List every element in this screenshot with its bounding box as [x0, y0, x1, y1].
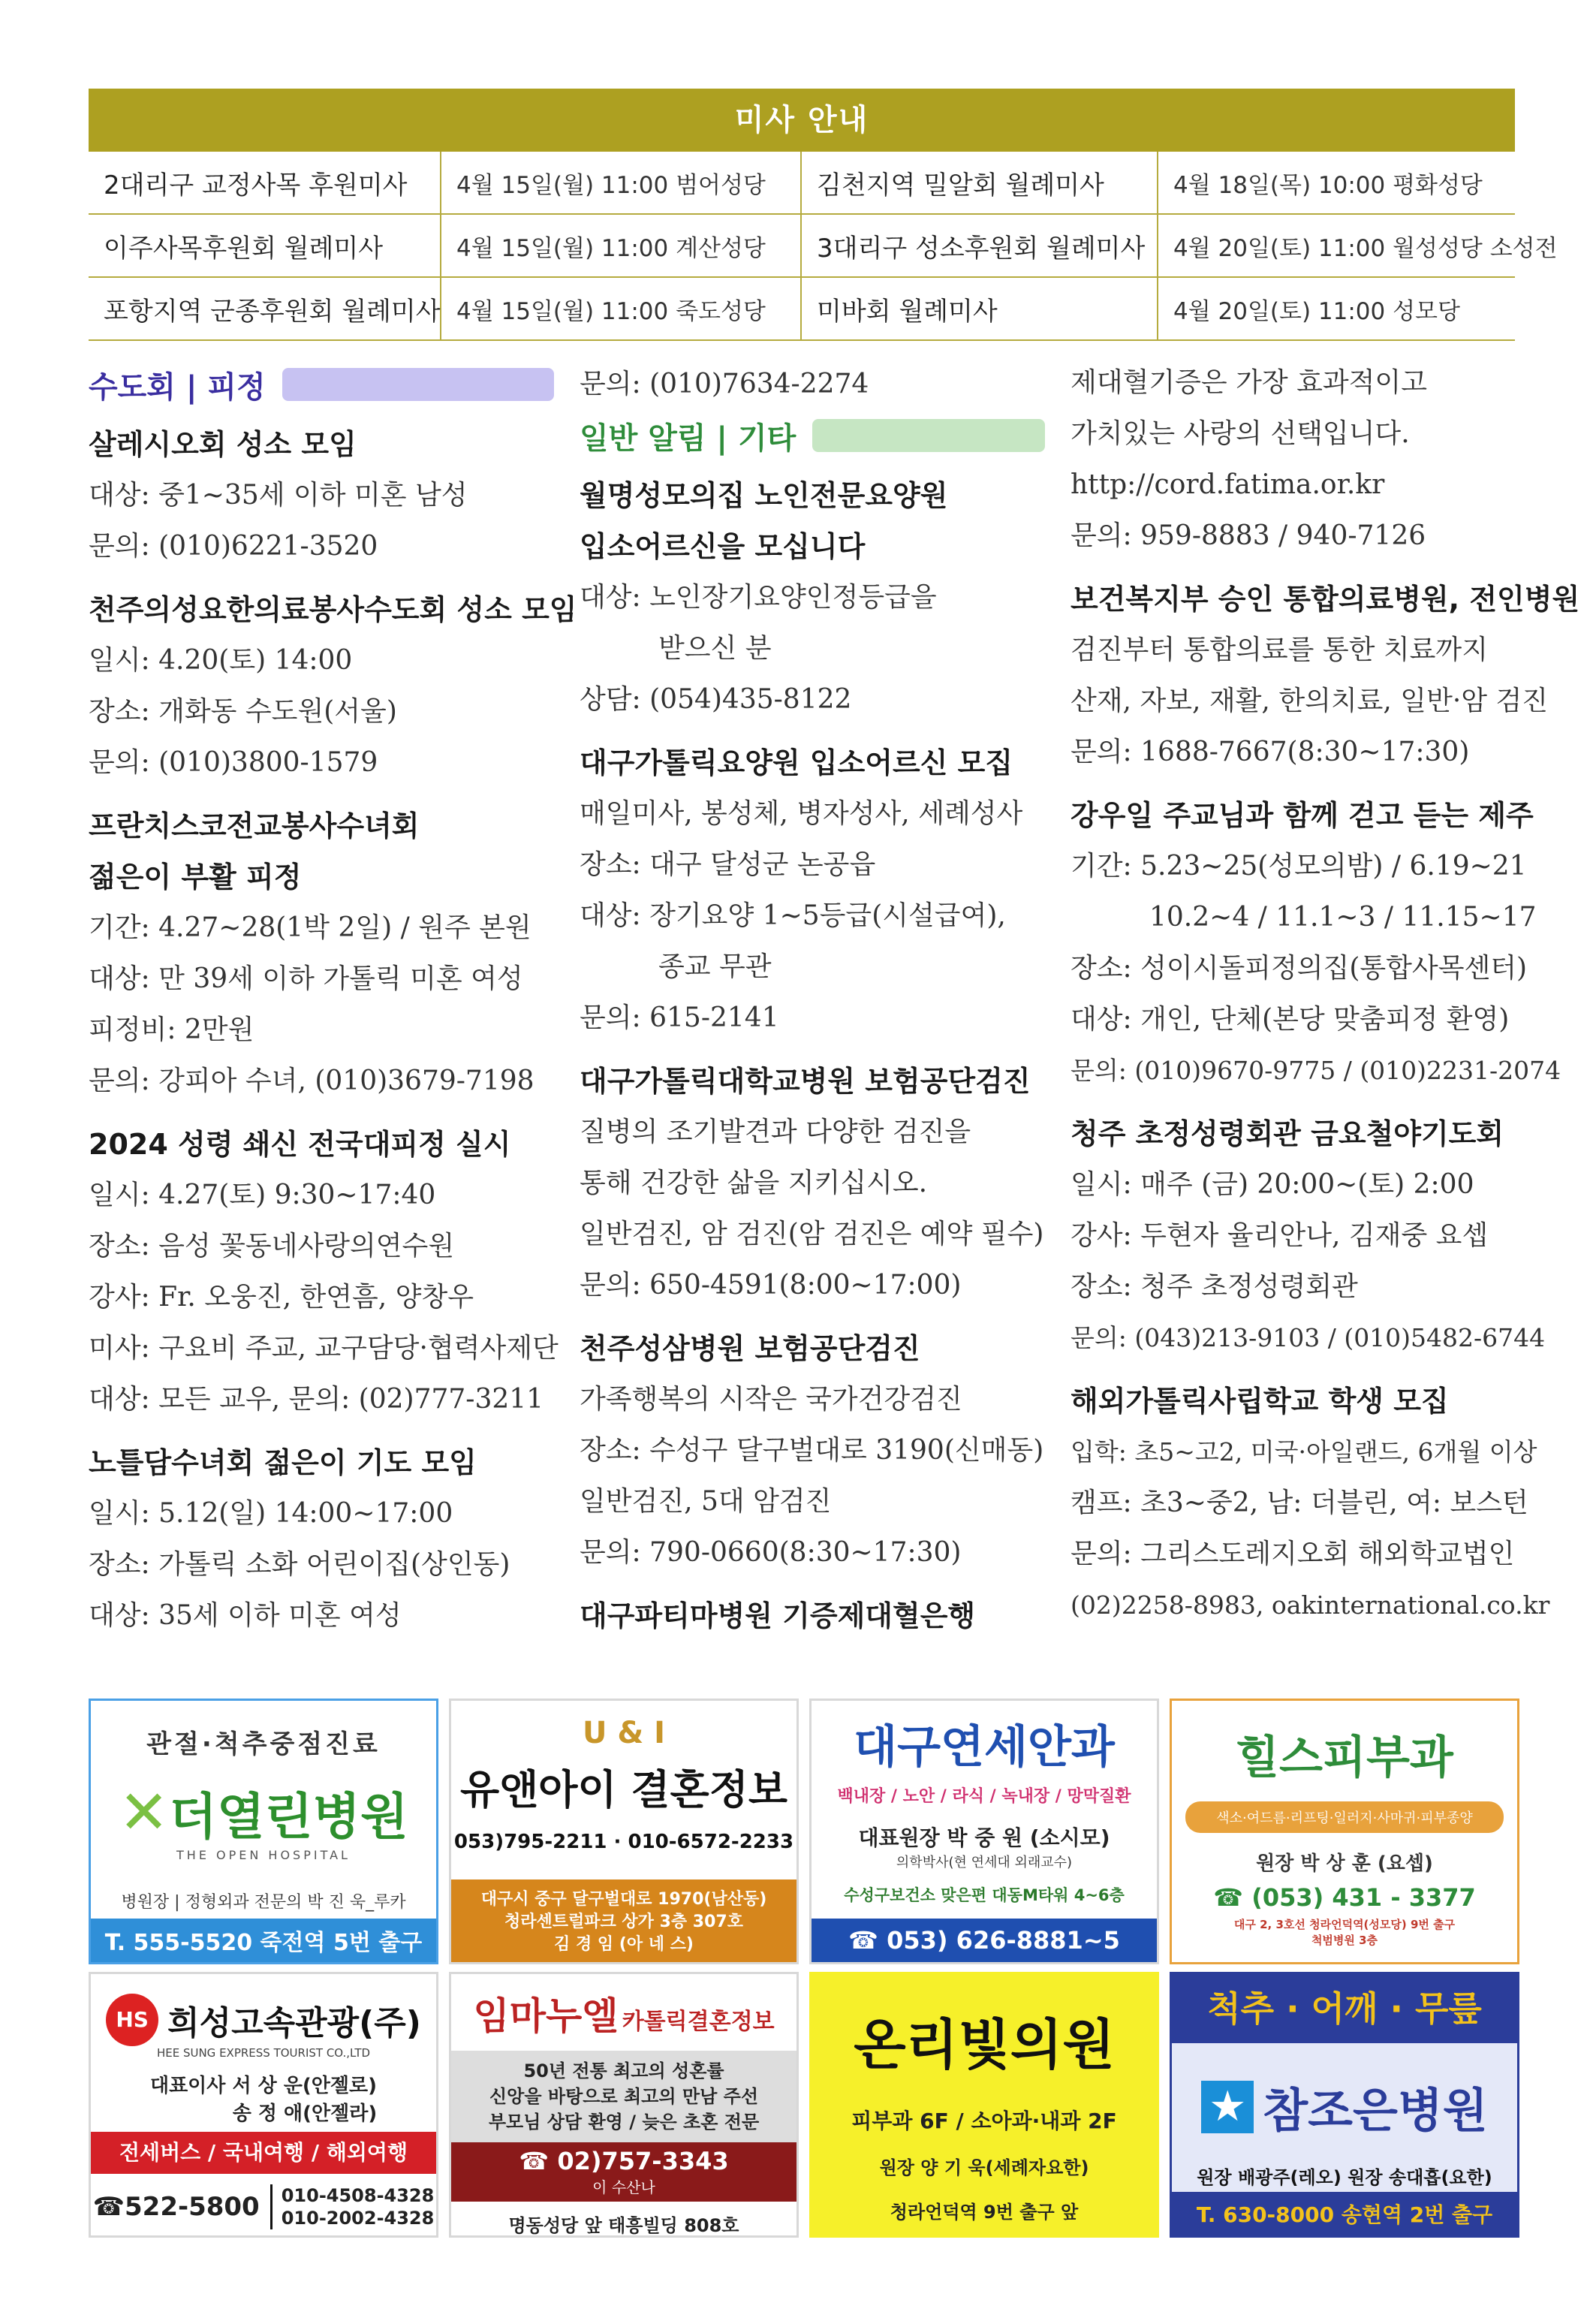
- notice-line: 문의: (010)3800-1579: [89, 747, 378, 778]
- notice-line: 기간: 5.23~25(성모의밤) / 6.19~21: [1071, 851, 1527, 882]
- notice-line: 미사: 구요비 주교, 교구담당·협력사제단: [89, 1333, 559, 1364]
- ad-immanuel-marriage[interactable]: [449, 1972, 799, 2238]
- ad-phone: 053)795-2211 · 010-6572-2233: [453, 1831, 794, 1853]
- notice-line: 통해 건강한 삶을 지키십시오.: [580, 1168, 928, 1198]
- notice-item: [89, 800, 554, 1107]
- notice-title: 청주 초정성령회관 금요철야기도회: [1071, 1117, 1504, 1150]
- notice-line: 문의: 그리스도레지오회 해외학교법인: [1071, 1539, 1515, 1569]
- ad-row: [89, 1699, 1519, 1964]
- notice-title: 보건복지부 승인 통합의료병원, 전인병원: [1071, 583, 1580, 616]
- notice-title: 월명성모의집 노인전문요양원: [580, 479, 948, 512]
- notice-item: [1071, 574, 1580, 778]
- ad-company-sub: 카톨릭결혼정보: [622, 2009, 775, 2035]
- ad-address: 청라센트럴파크 상가 3층 307호: [504, 1913, 743, 1931]
- ad-contact-bar: T. 630-8000 송현역 2번 출구: [1172, 2192, 1517, 2235]
- notice-line: 문의: (010)6221-3520: [89, 531, 378, 562]
- notice-line: 문의: 959-8883 / 940-7126: [1071, 520, 1426, 551]
- ad-company-name: 임마누엘: [473, 1994, 619, 2038]
- ad-address: 청라언덕역 9번 출구 앞: [890, 2202, 1079, 2223]
- notice-item: [580, 470, 1045, 725]
- table-cell: 4월 18일(목) 10:00 평화성당: [1173, 171, 1483, 199]
- ad-doctor: 대표원장 박 중 원 (소시모): [858, 1825, 1110, 1850]
- ad-ceo: 송 정 애(안젤라): [232, 2103, 378, 2125]
- ad-doctor: 병원장 | 정형외과 전문의 박 진 욱_루카: [121, 1893, 406, 1912]
- notice-line: 기간: 4.27~28(1박 2일) / 원주 본원: [89, 912, 531, 943]
- notice-line: 대상: 노인장기요양인정등급을: [580, 582, 937, 613]
- ad-chamjoeun-hospital[interactable]: [1170, 1972, 1519, 2238]
- notice-line: 피정비: 2만원: [89, 1014, 254, 1045]
- notice-item: [89, 1119, 559, 1425]
- notice-line: 문의: 1688-7667(8:30~17:30): [1071, 737, 1470, 767]
- notice-line: 강사: 두현자 율리안나, 김재중 요셉: [1071, 1220, 1489, 1251]
- ad-hospital-name: 참조은병원: [1263, 2083, 1488, 2138]
- column-general-notices: [580, 360, 1045, 1641]
- ad-text-line: 신앙을 바탕으로 최고의 만남 주선: [489, 2086, 758, 2107]
- notice-line: 장소: 가톨릭 소화 어린이집(상인동): [89, 1549, 510, 1580]
- table-cell: 포항지역 군종후원회 월례미사: [89, 278, 441, 339]
- table-row: [89, 215, 1558, 278]
- ad-hospital-name: 더열린병원: [169, 1788, 408, 1846]
- notice-title: 프란치스코전교봉사수녀회: [89, 809, 420, 843]
- ad-mobile: 010-4508-4328: [281, 2185, 435, 2206]
- notice-link[interactable]: http://cord.fatima.or.kr: [1071, 469, 1385, 500]
- ad-onlybit-clinic[interactable]: [809, 1972, 1159, 2238]
- table-cell: 4월 15일(월) 11:00 계산성당: [441, 215, 802, 276]
- notice-item: [1071, 357, 1521, 562]
- notice-item: [89, 584, 577, 788]
- ad-uandi-marriage[interactable]: [449, 1699, 799, 1964]
- table-cell: 4월 20일(토) 11:00 성모당: [1173, 297, 1460, 325]
- notice-line: 대상: 장기요양 1~5등급(시설급여),: [580, 900, 1006, 931]
- ad-doctor-title: 의학박사(현 연세대 외래교수): [896, 1855, 1073, 1870]
- notice-line: 대상: 중1~35세 이하 미혼 남성: [89, 480, 468, 511]
- notice-line: 종교 무관: [658, 951, 772, 982]
- mass-table-title: 미사 안내: [89, 89, 1515, 152]
- ad-heesung-tour[interactable]: [89, 1972, 438, 2238]
- notice-line: 문의: 615-2141: [580, 1002, 779, 1033]
- star-logo-icon: ★: [1201, 2081, 1254, 2133]
- ad-phone: ☎ 02)757-3343: [519, 2147, 729, 2175]
- ad-doctor: 원장 박 상 훈 (요셉): [1256, 1852, 1433, 1875]
- notice-line: 장소: 개화동 수도원(서울): [89, 696, 397, 727]
- mass-table: [89, 89, 1558, 341]
- ad-yonsei-eye[interactable]: [809, 1699, 1159, 1964]
- section-bar: [282, 368, 554, 401]
- notice-line: 가족행복의 시작은 국가건강검진: [580, 1384, 962, 1415]
- ad-clinic-name: 대구연세안과: [854, 1721, 1115, 1774]
- notice-title: 살레시오회 성소 모임: [89, 428, 357, 461]
- table-row: [89, 152, 1515, 215]
- notice-line: 검진부터 통합의료를 통한 치료까지: [1071, 635, 1488, 665]
- table-cell: 4월 20일(토) 11:00 월성성당 소성전: [1173, 234, 1558, 262]
- ad-hills-dermatology[interactable]: [1170, 1699, 1519, 1964]
- notice-line: 강사: Fr. 오웅진, 한연흠, 양창우: [89, 1282, 474, 1313]
- hs-logo-icon: HS: [106, 1994, 158, 2046]
- ad-tagline: 관절·척추중점진료: [146, 1729, 381, 1759]
- table-cell: 4월 15일(월) 11:00 죽도성당: [441, 278, 802, 339]
- ad-ceo: 대표이사 서 상 운(안젤로): [149, 2075, 378, 2097]
- notice-line: 입학: 초5~고2, 미국·아일랜드, 6개월 이상: [1071, 1437, 1537, 1466]
- notice-line: 문의: 강피아 수녀, (010)3679-7198: [89, 1066, 535, 1096]
- notice-title: 젊은이 부활 피정: [89, 861, 302, 894]
- notice-line: 문의: 790-0660(8:30~17:30): [580, 1537, 962, 1568]
- notice-line: 문의: 650-4591(8:00~17:00): [580, 1270, 962, 1301]
- ad-subtitle: HEE SUNG EXPRESS TOURIST CO.,LTD: [156, 2046, 371, 2060]
- notice-line: 대상: 만 39세 이하 가톨릭 미혼 여성: [89, 963, 523, 994]
- notice-line: 문의: (010)7634-2274: [580, 369, 869, 399]
- table-cell: 미바회 월례미사: [802, 278, 1158, 339]
- notice-line: 대상: 모든 교우, 문의: (02)777-3211: [89, 1384, 544, 1415]
- notice-line: 일반검진, 5대 암검진: [580, 1486, 832, 1517]
- notice-item: [1071, 790, 1561, 1096]
- notice-line: 일반검진, 암 검진(암 검진은 예약 필수): [580, 1219, 1044, 1249]
- notice-line: 일시: 4.20(토) 14:00: [89, 645, 353, 676]
- notice-line: 받으신 분: [658, 633, 772, 664]
- notice-item: [89, 1437, 554, 1641]
- notice-line: 대상: 35세 이하 미혼 여성: [89, 1600, 402, 1631]
- notice-line: 캠프: 초3~중2, 남: 더블린, 여: 보스턴: [1071, 1488, 1528, 1518]
- ad-clinic-name: 온리빛의원: [854, 2013, 1115, 2076]
- notice-title: 대구가톨릭요양원 입소어르신 모집: [580, 746, 1013, 779]
- table-cell: 김천지역 밀알회 월례미사: [802, 152, 1158, 213]
- notice-title: 천주성삼병원 보험공단검진: [580, 1332, 920, 1365]
- ad-phone: ☎522-5800: [92, 2192, 260, 2222]
- ad-services-bar: 전세버스 / 국내여행 / 해외여행: [91, 2132, 436, 2174]
- notice-title: 천주의성요한의료봉사수도회 성소 모임: [89, 593, 577, 626]
- notice-line: 가치있는 사랑의 선택입니다.: [1071, 418, 1410, 449]
- notice-item: [580, 737, 1045, 1044]
- notice-line: 질병의 조기발견과 다양한 검진을: [580, 1117, 971, 1147]
- notice-line: 장소: 청주 초정성령회관: [1071, 1271, 1358, 1302]
- notice-line: 10.2~4 / 11.1~3 / 11.15~17: [1149, 902, 1537, 933]
- notice-line: (02)2258-8983, oakinternational.co.kr: [1071, 1590, 1550, 1620]
- ad-address: 대구 2, 3호선 청라언덕역(성모당) 9번 출구: [1233, 1918, 1456, 1931]
- ad-phone: ☎ (053) 431 - 3377: [1213, 1883, 1476, 1912]
- notice-line: 장소: 성이시돌피정의집(통합사목센터): [1071, 953, 1528, 984]
- notice-line: 산재, 자보, 재활, 한의치료, 일반·암 검진: [1071, 686, 1549, 716]
- section-header: [89, 360, 554, 408]
- table-cell: 3대리구 성소후원회 월례미사: [802, 215, 1158, 276]
- notice-title: 2024 성령 쇄신 전국대피정 실시: [89, 1128, 511, 1161]
- ad-contact-person: 김 경 임 (아 네 스): [554, 1935, 694, 1954]
- notice-item: [1071, 1108, 1546, 1364]
- notice-line: 문의: (010)9670-9775 / (010)2231-2074: [1071, 1056, 1561, 1085]
- ad-tagline: 척추 · 어깨 · 무릎: [1172, 1974, 1517, 2043]
- ad-subtitle: THE OPEN HOSPITAL: [176, 1848, 351, 1862]
- notice-line: 매일미사, 봉성체, 병자성사, 세례성사: [580, 798, 1023, 829]
- notice-item: [1071, 1376, 1550, 1631]
- ad-contact-bar: ☎ 053) 626-8881~5: [812, 1919, 1157, 1962]
- ad-open-hospital[interactable]: [89, 1699, 438, 1964]
- table-cell: 4월 15일(월) 11:00 범어성당: [441, 152, 802, 213]
- notice-title: 노틀담수녀회 젊은이 기도 모임: [89, 1446, 477, 1479]
- ad-row: [89, 1972, 1519, 2238]
- ad-specialties: 색소·여드름·리프팅·일러지·사마귀·피부종양: [1185, 1801, 1504, 1833]
- ad-contact-person: 이 수산나: [592, 2178, 655, 2196]
- notice-line: 장소: 대구 달성군 논공읍: [580, 849, 876, 880]
- notice-title: 입소어르신을 모십니다: [580, 530, 866, 563]
- table-cell: 이주사목후원회 월례미사: [89, 215, 441, 276]
- notice-line: 상담: (054)435-8122: [580, 684, 852, 715]
- notice-line: 제대혈기증은 가장 효과적이고: [1071, 367, 1427, 398]
- notice-title: 해외가톨릭사립학교 학생 모집: [1071, 1385, 1449, 1418]
- section-bar: [812, 419, 1045, 452]
- notice-line: 대상: 개인, 단체(본당 맞춤피정 환영): [1071, 1004, 1510, 1035]
- notice-line: 문의: (043)213-9103 / (010)5482-6744: [1071, 1323, 1546, 1352]
- ad-doctor: 원장 배광주(레오) 원장 송대흡(요한): [1197, 2167, 1492, 2188]
- section-title: 수도회 | 피정: [89, 369, 266, 405]
- ad-text-line: 부모님 상담 환영 / 늦은 초혼 전문: [488, 2112, 760, 2133]
- uandi-logo-icon: U & I: [582, 1716, 666, 1750]
- notice-title: 대구파티마병원 기증제대혈은행: [580, 1599, 976, 1632]
- notice-line: 일시: 매주 (금) 20:00~(토) 2:00: [1071, 1169, 1474, 1200]
- ad-text-line: 50년 전통 최고의 성혼률: [523, 2060, 724, 2081]
- column-religious-retreat: [89, 360, 577, 1641]
- notice-item: [580, 1056, 1045, 1311]
- table-cell: 2대리구 교정사목 후원미사: [89, 152, 441, 213]
- ad-specialties: 백내장 / 노안 / 라식 / 녹내장 / 망막질환: [837, 1787, 1131, 1806]
- notice-item: [89, 419, 554, 572]
- ad-address: 대구시 중구 달구벌대로 1970(남산동): [480, 1890, 767, 1909]
- notice-line: 장소: 수성구 달구벌대로 3190(신매동): [580, 1435, 1044, 1466]
- ad-doctor: 원장 양 기 욱(세례자요한): [879, 2157, 1089, 2178]
- ad-address: 명동성당 앞 태흥빌딩 808호: [508, 2215, 739, 2236]
- notice-item: [580, 1323, 1045, 1578]
- section-header: [580, 411, 1045, 460]
- ad-company-name: 희성고속관광(주): [167, 2004, 421, 2042]
- section-title: 일반 알림 | 기타: [580, 421, 796, 456]
- ad-address: 척범병원 3층: [1311, 1934, 1378, 1947]
- ad-contact-bar: T. 555-5520 죽전역 5번 출구: [91, 1919, 436, 1962]
- notice-line: 장소: 음성 꽃동네사랑의연수원: [89, 1231, 455, 1262]
- notice-line: 일시: 5.12(일) 14:00~17:00: [89, 1498, 453, 1529]
- notice-title: 강우일 주교님과 함께 걷고 듣는 제주: [1071, 799, 1534, 832]
- person-icon: ✕: [119, 1777, 170, 1847]
- column-notices-continued: [1071, 357, 1580, 1631]
- notice-title: 대구가톨릭대학교병원 보험공단검진: [580, 1065, 1031, 1098]
- ad-address: 수성구보건소 맞은편 대동M타워 4~6층: [844, 1886, 1125, 1904]
- ad-mobile: 010-2002-4328: [281, 2208, 435, 2229]
- table-row: [89, 278, 1515, 341]
- ad-clinic-name: 힐스피부과: [1236, 1732, 1453, 1784]
- ad-company-name: 유앤아이 결혼정보: [459, 1766, 788, 1813]
- notice-line: 일시: 4.27(토) 9:30~17:40: [89, 1180, 436, 1210]
- ad-floors: 피부과 6F / 소아과·내과 2F: [851, 2109, 1117, 2133]
